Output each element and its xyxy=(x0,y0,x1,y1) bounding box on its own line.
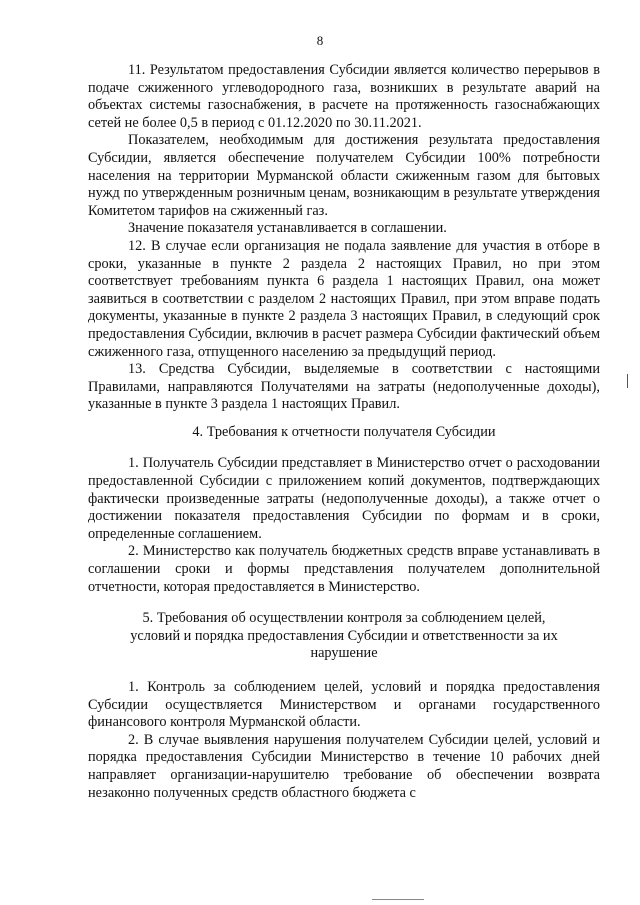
paragraph-11-indicator: Показателем, необходимым для достижения результата предоставления Субсидии, является обеспечение получателем Субсидии 100% потребности населения на территории Мурманской области сжиженным газом для бытовых нужд по утвержденным розничным ценам, возникающим в результате утверждения Комитетом тарифов на сжиженный газ. xyxy=(88,132,600,219)
section-5-heading-line-1: 5. Требования об осуществлении контроля за соблюдением целей, xyxy=(142,610,546,627)
margin-mark xyxy=(627,374,628,388)
paragraph-11-indicator-value: Значение показателя устанавливается в соглашении. xyxy=(128,220,447,237)
paragraph-11: 11. Результатом предоставления Субсидии является количество перерывов в подаче сжиженного углеводородного газа, возникших в результате аварий на объектах системы газоснабжения, в расчете на протяженность газоснабжающих сетей не более 0,5 в период с 01.12.2020 по 30.11.2021. xyxy=(88,62,600,131)
section-5-paragraph-2: 2. В случае выявления нарушения получателем Субсидии целей, условий и порядка предоставления Субсидии Министерство в течение 10 рабочих дней направляет организации-нарушителю требование об обеспечении возврата незаконно полученных средств областного бюджета с xyxy=(88,731,600,801)
spacer xyxy=(88,414,600,424)
section-5-paragraph-1: 1. Контроль за соблюдением целей, условий и порядка предоставления Субсидии осуществляется Министерством и органами государственного финансового контроля Мурманской области. xyxy=(88,679,600,731)
footer-line xyxy=(372,899,424,900)
spacer xyxy=(88,441,600,455)
section-4-paragraph-1: 1. Получатель Субсидии представляет в Министерство отчет о расходовании предоставленной Субсидии с приложением копий документов, подтверждающих фактически произведенные затраты (недополученные доходы), а также отчет о достижении показателя предоставления Субсидии по формам и в сроки, определенные соглашением. xyxy=(88,455,600,542)
section-5-heading xyxy=(88,610,600,663)
paragraph-13: 13. Средства Субсидии, выделяемые в соответствии с настоящими Правилами, направляются Получателями на затраты (недополученные доходы), указанные в пункте 3 раздела 1 настоящих Правил. xyxy=(88,361,600,413)
spacer xyxy=(88,663,600,679)
paragraph-12: 12. В случае если организация не подала заявление для участия в отборе в сроки, указанные в пункте 2 раздела 2 настоящих Правил, но при этом соответствует требованиям пункта 6 раздела 1 настоящих Правил, она может заявиться в соответствии с разделом 2 настоящих Правил, при этом вправе подать документы, указанные в пункте 2 раздела 3 настоящих Правил, в следующий срок предоставления Субсидии, включив в расчет размера Субсидии фактический объем сжиженного газа, отпущенного населению за предыдущий период. xyxy=(88,237,600,360)
document-body xyxy=(88,62,600,802)
section-5-heading-line-3: нарушение xyxy=(310,645,378,662)
section-4-paragraph-2: 2. Министерство как получатель бюджетных средств вправе устанавливать в соглашении сроки и формы представления получателем дополнительной отчетности, которая предоставляется в Министерство. xyxy=(88,543,600,595)
section-5-heading-line-2: условий и порядка предоставления Субсидии и ответственности за их xyxy=(130,627,558,644)
page-number: 8 xyxy=(316,33,324,48)
spacer xyxy=(88,596,600,610)
section-4-heading: 4. Требования к отчетности получателя Субсидии xyxy=(192,423,496,440)
